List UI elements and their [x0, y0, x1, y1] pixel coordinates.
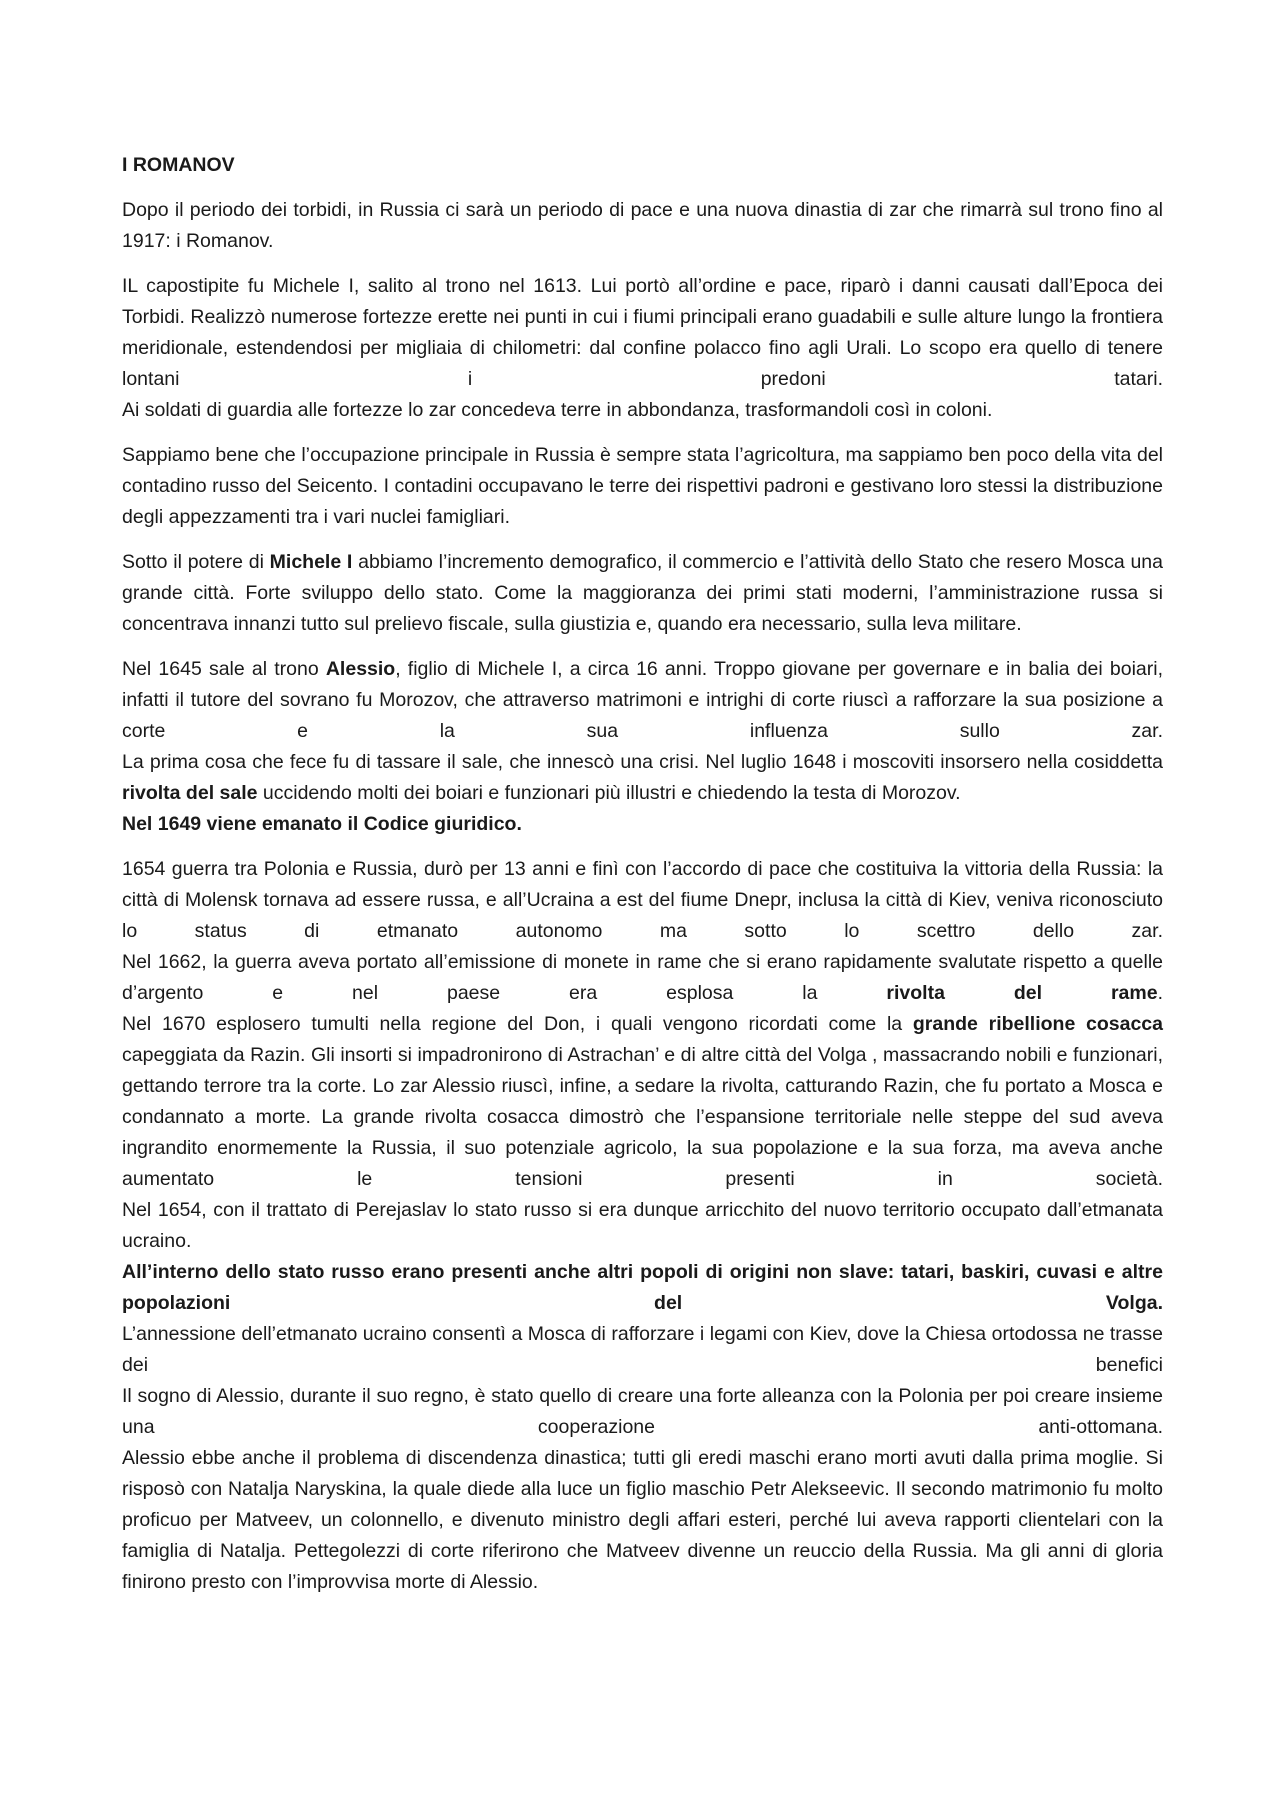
- text-line: [122, 809, 1163, 840]
- text-line: Il sogno di Alessio, durante il suo regno, è stato quello di creare una forte alleanza con la Polonia per poi creare insieme una cooperazione anti-ottomana.: [122, 1385, 1163, 1438]
- text-run: capeggiata da Razin. Gli insorti si impadronirono di Astrachan’ e di altre città del Volga , massacrando nobili e funzionari, gettando terrore tra la corte. Lo zar Alessio riuscì, infine, a sedare la rivolta, catturando Razin, che fu portato a Mosca e condannato a morte. La grande rivolta cosacca dimostrò che l’espansione territoriale nelle steppe del sud aveva ingrandito enormemente la Russia, il suo potenziale agricolo, la sua popolazione e la sua forza, ma aveva anche aumentato le tensioni presenti in società.: [122, 1044, 1163, 1190]
- bold-text: Nel 1649 viene emanato il Codice giuridico.: [122, 813, 522, 835]
- bold-text: rivolta del sale: [122, 782, 258, 804]
- bold-text: All’interno dello stato russo erano presenti anche altri popoli di origini non slave: tatari, baskiri, cuvasi e altre popolazioni del Volga.: [122, 1261, 1163, 1314]
- text-line: 1654 guerra tra Polonia e Russia, durò per 13 anni e finì con l’accordo di pace che costituiva la vittoria della Russia: la città di Molensk tornava ad essere russa, e all’Ucraina a est del fiume Dnepr, inclusa la città di Kiev, veniva riconosciuto lo status di etmanato autonomo ma sotto lo scettro dello zar.: [122, 858, 1163, 942]
- text-line: Ai soldati di guardia alle fortezze lo zar concedeva terre in abbondanza, trasformandoli così in coloni.: [122, 399, 993, 421]
- paragraph-intro: Dopo il periodo dei torbidi, in Russia ci sarà un periodo di pace e una nuova dinastia di zar che rimarrà sul trono fino al 1917: i Romanov.: [122, 199, 1163, 252]
- text-run: , figlio di Michele I, a circa 16 anni. Troppo giovane per governare e in balia dei boiari, infatti il tutore del sovrano fu Morozov, che attraverso matrimoni e intrighi di corte riuscì a rafforzare la sua posizione a corte e la sua influenza sullo zar.: [122, 658, 1164, 742]
- paragraph-agricoltura: Sappiamo bene che l’occupazione principale in Russia è sempre stata l’agricoltura, ma sappiamo ben poco della vita del contadino russo del Seicento. I contadini occupavano le terre dei rispettivi padroni e gestivano loro stessi la distribuzione degli appezzamenti tra i vari nuclei famigliari.: [122, 444, 1163, 528]
- paragraph-michele: [122, 271, 1163, 426]
- text-line: IL capostipite fu Michele I, salito al trono nel 1613. Lui portò all’ordine e pace, riparò i danni causati dall’Epoca dei Torbidi. Realizzò numerose fortezze erette nei punti in cui i fiumi principali erano guadabili e sulle alture lungo la frontiera meridionale, estendendosi per migliaia di chilometri: dal confine polacco fino agli Urali. Lo scopo era quello di tenere lontani i predoni tatari.: [122, 275, 1163, 390]
- text-line: L’annessione dell’etmanato ucraino consentì a Mosca di rafforzare i legami con Kiev, dove la Chiesa ortodossa ne trasse dei benefici: [122, 1323, 1163, 1376]
- text-run: abbiamo l’incremento demografico, il commercio e l’attività dello Stato che resero Mosca una grande città. Forte sviluppo dello stato. Come la maggioranza dei primi stati moderni, l’amministrazione russa si concentrava innanzi tutto sul prelievo fiscale, sulla giustizia e, quando era necessario, sulla leva militare.: [122, 551, 1163, 635]
- text-run: Nel 1662, la guerra aveva portato all’emissione di monete in rame che si erano rapidamente svalutate rispetto a quelle d’argento e nel paese era esplosa la: [122, 951, 1163, 1004]
- document-title: I ROMANOV: [122, 154, 235, 176]
- paragraph-sviluppo: [122, 547, 1163, 640]
- text-run: Nel 1670 esplosero tumulti nella regione del Don, i quali vengono ricordati come la: [122, 1013, 913, 1035]
- text-line: Nel 1654, con il trattato di Perejaslav lo stato russo si era dunque arricchito del nuovo territorio occupato dall’etmanata ucraino.: [122, 1199, 1163, 1252]
- text-line: Alessio ebbe anche il problema di discendenza dinastica; tutti gli eredi maschi erano morti avuti dalla prima moglie. Si risposò con Natalja Naryskina, la quale diede alla luce un figlio maschio Petr Alekseevic. Il secondo matrimonio fu molto proficuo per Matveev, un colonnello, e divenuto ministro degli affari esteri, perché lui aveva rapporti clientelari con la famiglia di Natalja. Pettegolezzi di corte riferirono che Matveev divenne un reuccio della Russia. Ma gli anni di gloria finirono presto con l’improvvisa morte di Alessio.: [122, 1447, 1163, 1593]
- text-line: [122, 1009, 1163, 1195]
- text-run: Sotto il potere di: [122, 551, 270, 573]
- bold-text: grande ribellione cosacca: [912, 1013, 1163, 1035]
- bold-text: rivolta del rame: [886, 982, 1158, 1004]
- text-run: .: [1157, 982, 1163, 1004]
- text-run: uccidendo molti dei boiari e funzionari più illustri e chiedendo la testa di Morozov.: [257, 782, 961, 804]
- text-line: [122, 654, 1163, 747]
- paragraph-guerra: [122, 854, 1163, 1598]
- paragraph-alessio: [122, 654, 1163, 840]
- bold-text: Michele I: [269, 551, 353, 573]
- text-run: Nel 1645 sale al trono: [122, 658, 326, 680]
- bold-text: Alessio: [325, 658, 396, 680]
- text-line: [122, 747, 1163, 809]
- text-line: [122, 1257, 1163, 1319]
- text-run: La prima cosa che fece fu di tassare il sale, che innescò una crisi. Nel luglio 1648 i moscoviti insorsero nella cosiddetta: [122, 751, 1163, 773]
- text-line: [122, 947, 1163, 1009]
